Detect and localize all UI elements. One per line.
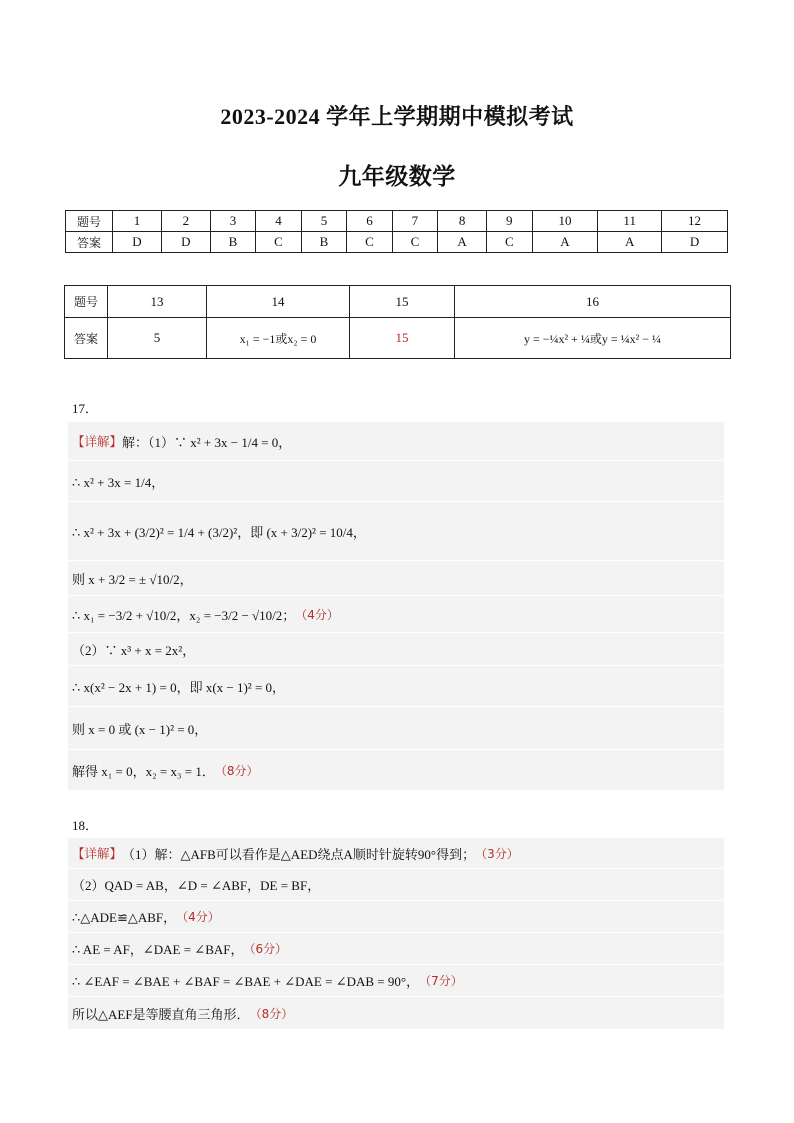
solution-line: ∴ AE = AF，∠DAE = ∠BAF， （6分） bbox=[68, 933, 724, 965]
solution-line: 则 x = 0 或 (x − 1)² = 0， bbox=[68, 707, 724, 750]
answer-cell: A bbox=[438, 232, 487, 253]
answer-cell: D bbox=[662, 232, 728, 253]
answer-cell: D bbox=[113, 232, 162, 253]
row-label: 题号 bbox=[66, 211, 113, 232]
answer-cell-13: 5 bbox=[108, 318, 207, 359]
answer-cell: C bbox=[256, 232, 301, 253]
solution-line: ∴ x₁ = −3/2 + √10/2，x₂ = −3/2 − √10/2； （4分） bbox=[68, 596, 724, 633]
solution-line: 【详解】 （1）解：△AFB可以看作是△AED绕点A顺时针旋转90°得到； （3分） bbox=[68, 838, 724, 869]
question-number: 12 bbox=[662, 211, 728, 232]
answer-cell-14: x₁ = −1或x₂ = 0 bbox=[207, 318, 350, 359]
question-number: 4 bbox=[256, 211, 301, 232]
answer-table-choice bbox=[65, 210, 728, 253]
question-number: 2 bbox=[161, 211, 210, 232]
table-row bbox=[65, 318, 731, 359]
solution-line: （2）∵ x³ + x = 2x²， bbox=[68, 633, 724, 666]
question-17-number: 17． bbox=[72, 401, 99, 416]
table-row bbox=[66, 211, 728, 232]
question-number: 9 bbox=[487, 211, 532, 232]
row-label: 答案 bbox=[65, 318, 108, 359]
answer-cell: C bbox=[392, 232, 437, 253]
question-number: 3 bbox=[210, 211, 255, 232]
answer-cell: C bbox=[347, 232, 392, 253]
solution-line: 【详解】 解：（1）∵ x² + 3x − 1/4 = 0， bbox=[68, 422, 724, 461]
answer-table-fill bbox=[64, 285, 731, 359]
question-number: 11 bbox=[598, 211, 662, 232]
solution-line: 解得 x₁ = 0，x₂ = x₃ = 1． （8分） bbox=[68, 750, 724, 791]
question-17-solution bbox=[68, 422, 724, 791]
question-number: 6 bbox=[347, 211, 392, 232]
table-row bbox=[66, 232, 728, 253]
exam-subject: 九年级数学 bbox=[338, 164, 456, 189]
solution-line: 所以△AEF是等腰直角三角形． （8分） bbox=[68, 997, 724, 1030]
solution-line: ∴ ∠EAF = ∠BAE + ∠BAF = ∠BAE + ∠DAE = ∠DAB = 90°， （7分） bbox=[68, 965, 724, 997]
exam-title: 2023-2024 学年上学期期中模拟考试 bbox=[220, 104, 574, 129]
answer-cell: A bbox=[598, 232, 662, 253]
question-number: 8 bbox=[438, 211, 487, 232]
solution-line: ∴ x² + 3x + (3/2)² = 1/4 + (3/2)²，即 (x + 3/2)² = 10/4， bbox=[68, 502, 724, 561]
answer-cell: D bbox=[161, 232, 210, 253]
answer-cell: B bbox=[210, 232, 255, 253]
question-number: 7 bbox=[392, 211, 437, 232]
question-number: 5 bbox=[301, 211, 346, 232]
question-18-number: 18． bbox=[72, 818, 99, 833]
question-number: 1 bbox=[113, 211, 162, 232]
question-18-solution bbox=[68, 838, 724, 1030]
answer-cell-15: 15 bbox=[350, 318, 455, 359]
answer-cell: C bbox=[487, 232, 532, 253]
answer-cell: B bbox=[301, 232, 346, 253]
row-label: 题号 bbox=[65, 286, 108, 318]
answer-cell: A bbox=[532, 232, 598, 253]
solution-line: ∴ x² + 3x = 1/4， bbox=[68, 461, 724, 502]
question-number: 13 bbox=[108, 286, 207, 318]
row-label: 答案 bbox=[66, 232, 113, 253]
table-row bbox=[65, 286, 731, 318]
question-number: 10 bbox=[532, 211, 598, 232]
solution-line: （2）QAD = AB，∠D = ∠ABF，DE = BF， bbox=[68, 869, 724, 901]
answer-cell-16: y = −¼x² + ¼或y = ¼x² − ¼ bbox=[455, 318, 731, 359]
question-number: 16 bbox=[455, 286, 731, 318]
question-number: 14 bbox=[207, 286, 350, 318]
solution-line: ∴ x(x² − 2x + 1) = 0，即 x(x − 1)² = 0， bbox=[68, 666, 724, 707]
question-number: 15 bbox=[350, 286, 455, 318]
solution-line: 则 x + 3/2 = ± √10/2， bbox=[68, 561, 724, 596]
solution-line: ∴△ADE≌△ABF， （4分） bbox=[68, 901, 724, 933]
